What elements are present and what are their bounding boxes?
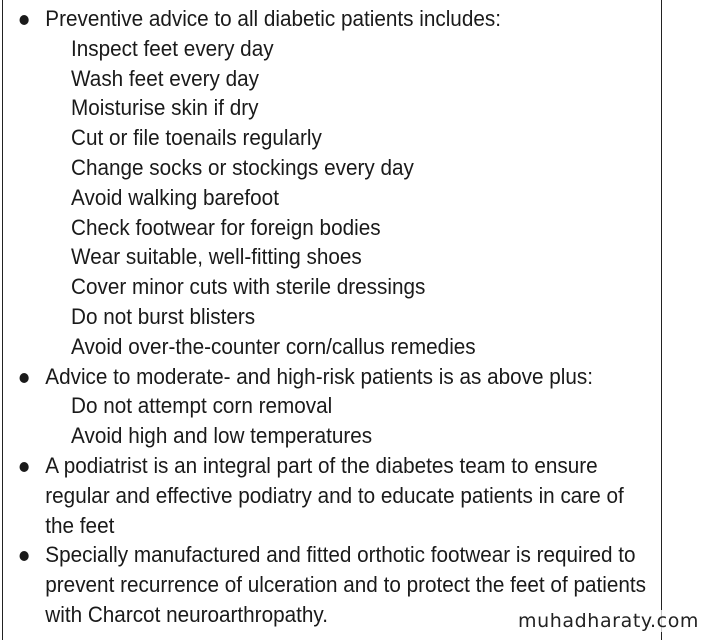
sub-item: Change socks or stockings every day — [71, 154, 414, 180]
bullet-dot-icon — [20, 373, 29, 383]
sub-item: Avoid over-the-counter corn/callus remedies — [71, 333, 476, 359]
sub-item: Avoid high and low temperatures — [71, 423, 373, 449]
sub-item: Do not burst blisters — [71, 303, 256, 329]
bullet-high-risk-advice — [14, 362, 603, 451]
sub-item: Cut or file toenails regularly — [71, 125, 322, 151]
bullet-text: Specially manufactured and fitted orthotic footwear is required to prevent recurrence of ulceration and to protect the feet of patients with Charcot neuroarthropathy. — [45, 542, 646, 627]
bullet-text: Preventive advice to all diabetic patients includes: — [45, 6, 501, 31]
bullet-text: Advice to moderate- and high-risk patients is as above plus: — [45, 363, 593, 389]
bullet-dot-icon — [20, 462, 29, 472]
bullet-preventive-advice — [14, 4, 603, 362]
sub-item: Moisturise skin if dry — [71, 95, 259, 121]
watermark-logo: muhadharaty.com — [518, 610, 700, 632]
sub-list — [45, 391, 603, 451]
sub-list — [45, 34, 603, 362]
bullet-podiatrist — [14, 451, 624, 540]
bullet-text: A podiatrist is an integral part of the diabetes team to ensure regular and effective podiatry and to educate patients in care of the feet — [45, 452, 624, 538]
bullet-dot-icon — [20, 15, 29, 25]
sub-item: Do not attempt corn removal — [71, 393, 333, 419]
sub-item: Avoid walking barefoot — [71, 184, 279, 210]
sub-item: Check footwear for foreign bodies — [71, 214, 381, 240]
bullet-dot-icon — [20, 551, 29, 561]
sub-item: Wear suitable, well-fitting shoes — [71, 244, 362, 270]
sub-item: Wash feet every day — [71, 65, 259, 91]
sub-item: Cover minor cuts with sterile dressings — [71, 274, 426, 300]
sub-item: Inspect feet every day — [71, 35, 274, 61]
